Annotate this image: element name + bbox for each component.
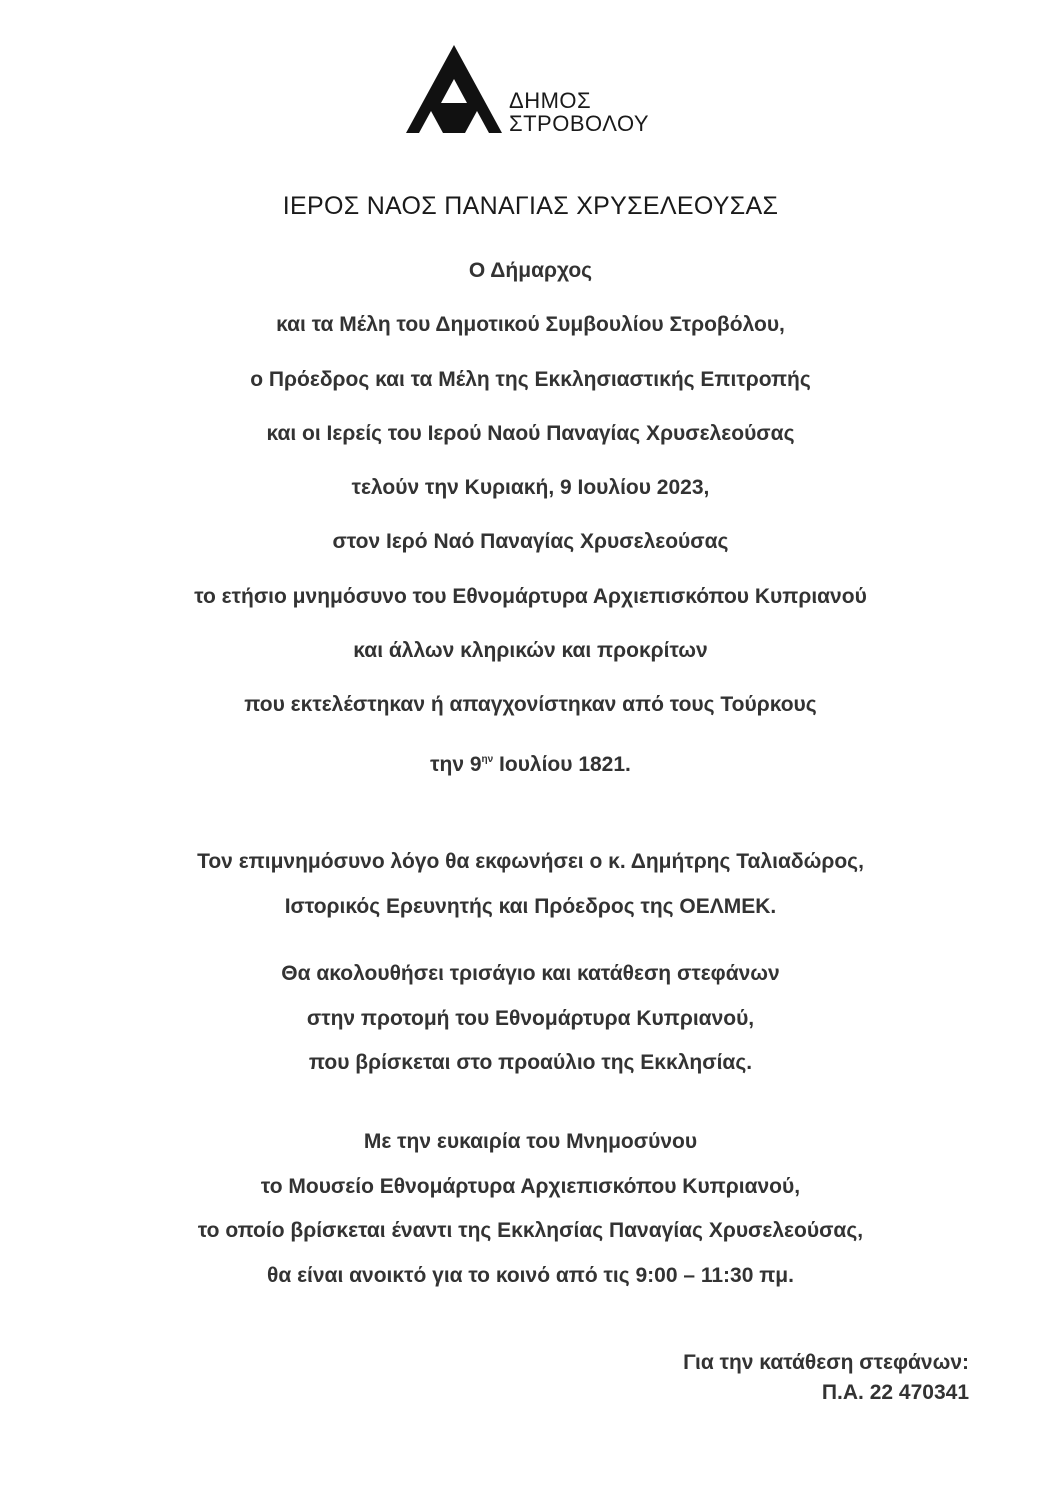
museum-text xyxy=(0,1120,1061,1298)
speech-line: Ιστορικός Ερευνητής και Πρόεδρος της ΟΕΛΜΕΚ. xyxy=(284,894,777,918)
invitation-line: που εκτελέστηκαν ή απαγχονίστηκαν από τους Τούρκους xyxy=(244,693,817,717)
invitation-line: τελούν την Κυριακή, 9 Ιουλίου 2023, xyxy=(351,476,710,500)
municipality-logo xyxy=(405,45,665,135)
contact-label: Για την κατάθεση στεφάνων: xyxy=(683,1351,969,1374)
speech-line: Τον επιμνημόσυνο λόγο θα εκφωνήσει ο κ. Δημήτρης Ταλιαδώρος, xyxy=(197,850,864,873)
date-rest: Ιουλίου 1821. xyxy=(493,752,631,776)
museum-line: το Μουσείο Εθνομάρτυρα Αρχιεπισκόπου Κυπριανού, xyxy=(260,1174,801,1198)
contact-phone: Π.Α. 22 470341 xyxy=(821,1381,969,1404)
invitation-line: και τα Μέλη του Δημοτικού Συμβουλίου Στροβόλου, xyxy=(276,313,785,337)
invitation-line: και άλλων κληρικών και προκρίτων xyxy=(353,639,708,663)
wreath-text xyxy=(0,952,1061,1086)
museum-line: το οποίο βρίσκεται έναντι της Εκκλησίας Παναγίας Χρυσελεούσας, xyxy=(197,1219,864,1242)
invitation-line: και οι Ιερείς του Ιερού Ναού Παναγίας Χρυσελεούσας xyxy=(266,421,795,445)
logo-wordmark xyxy=(509,89,649,135)
speech-text xyxy=(0,840,1061,929)
page-title: ΙΕΡΟΣ ΝΑΟΣ ΠΑΝΑΓΙΑΣ ΧΡΥΣΕΛΕΟΥΣΑΣ xyxy=(282,192,779,220)
museum-line: Με την ευκαιρία του Μνημοσύνου xyxy=(363,1130,698,1153)
triangle-logo-icon xyxy=(405,45,505,135)
invitation-line: ο Πρόεδρος και τα Μέλη της Εκκλησιαστικής Επιτροπής xyxy=(250,367,811,391)
invitation-line: Ο Δήμαρχος xyxy=(468,259,593,282)
invitation-line: στον Ιερό Ναό Παναγίας Χρυσελεούσας xyxy=(332,530,729,554)
logo-line-1: ΔΗΜΟΣ xyxy=(509,88,592,113)
historic-date-line xyxy=(0,733,1061,787)
wreath-contact xyxy=(683,1348,969,1408)
logo-line-2: ΣΤΡΟΒΟΛΟΥ xyxy=(509,111,650,136)
invitation-line: το ετήσιο μνημόσυνο του Εθνομάρτυρα Αρχιεπισκόπου Κυπριανού xyxy=(194,584,867,608)
wreath-line: που βρίσκεται στο προαύλιο της Εκκλησίας. xyxy=(308,1051,753,1074)
wreath-line: στην προτομή του Εθνομάρτυρα Κυπριανού, xyxy=(306,1006,755,1030)
museum-line: θα είναι ανοικτό για το κοινό από τις 9:00 – 11:30 πμ. xyxy=(266,1263,794,1287)
invitation-text xyxy=(0,244,1061,787)
date-prefix: την 9 xyxy=(430,752,482,776)
wreath-line: Θα ακολουθήσει τρισάγιο και κατάθεση στεφάνων xyxy=(281,962,780,985)
date-ordinal-suffix: ην xyxy=(481,753,494,765)
